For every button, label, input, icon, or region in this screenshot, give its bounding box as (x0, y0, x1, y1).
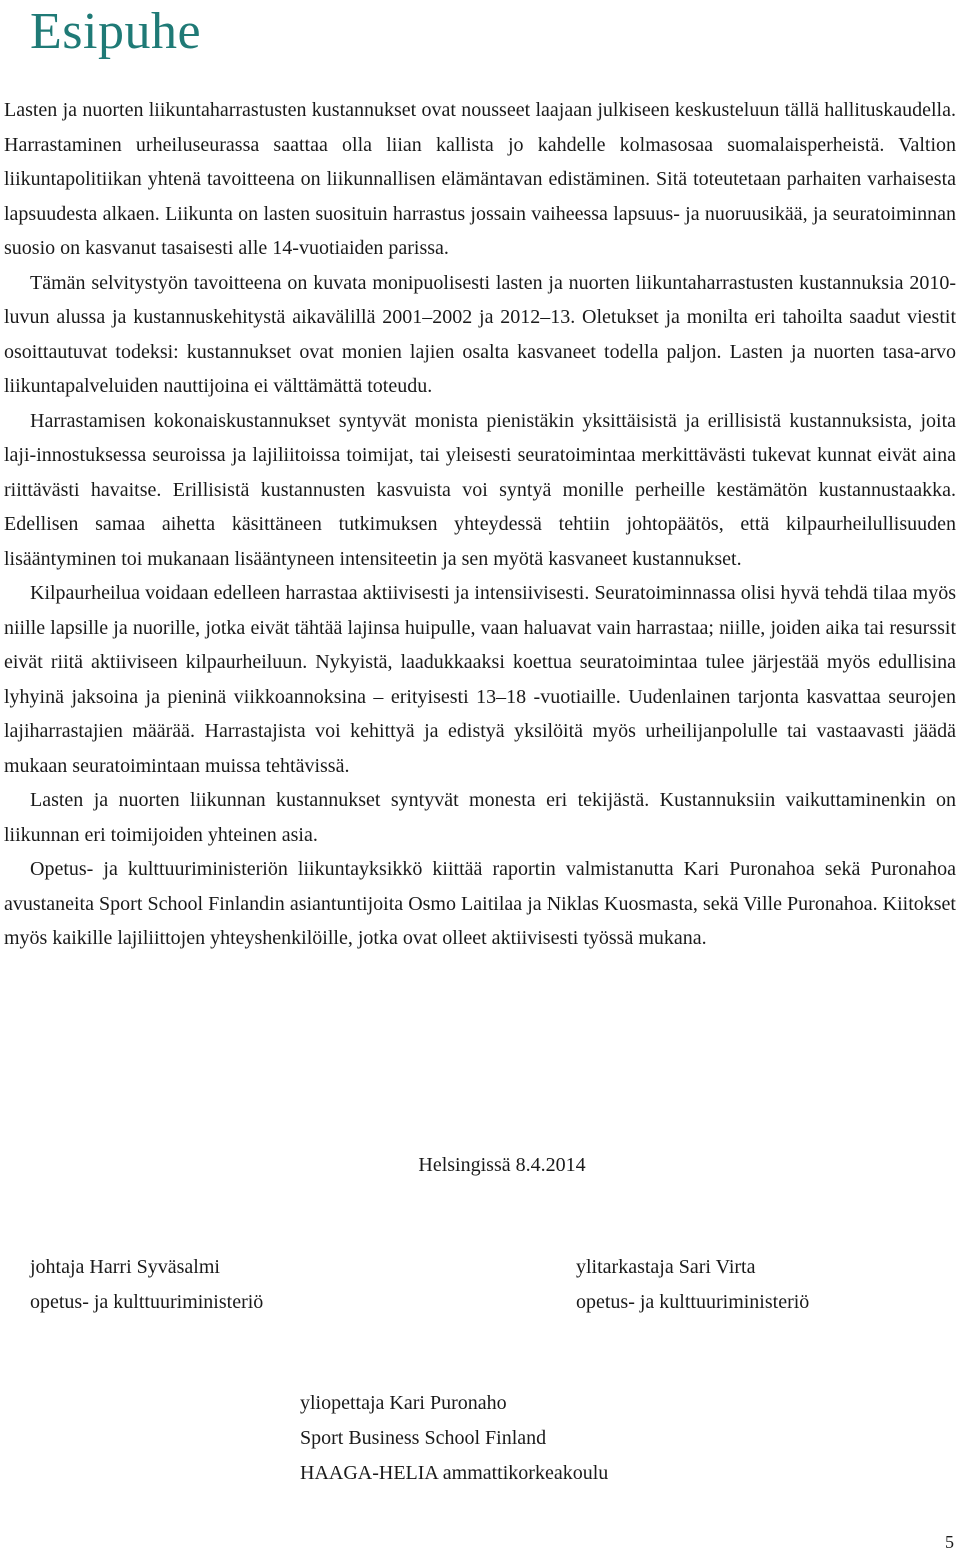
paragraph: Lasten ja nuorten liikuntaharrastusten kustannukset ovat nousseet laajaan julkiseen keskusteluun tällä hallituskaudella. Harrastaminen urheiluseurassa saattaa olla liian kallista jo kahdelle kolmasosaa suomalaisperheistä. Valtion liikuntapolitiikan yhtenä tavoitteena on liikunnallisen elämäntavan edistäminen. Sitä toteutetaan parhaiten varhaisesta lapsuudesta alkaen. Liikunta on lasten suosituin harrastus jossain vaiheessa lapsuus- ja nuoruusikää, ja seuratoiminnan suosio on kasvanut tasaisesti alle 14-vuotiaiden parissa. (4, 99, 956, 259)
signatory-block (30, 1250, 263, 1320)
paragraph: Tämän selvitystyön tavoitteena on kuvata monipuolisesti lasten ja nuorten liikuntaharrastusten kustannuksia 2010-luvun alussa ja kustannuskehitystä aikavälillä 2001–2002 ja 2012–13. Oletukset ja monilta eri tahoilta saadut viestit osoittautuvat todeksi: kustannukset ovat monien lajien osalta kasvaneet todella paljon. Lasten ja nuorten tasa-arvo liikuntapalveluiden nauttijoina ei välttämättä toteudu. (4, 271, 956, 397)
signatory-organization: opetus- ja kulttuuriministeriö (576, 1291, 810, 1313)
page-title: Esipuhe (30, 3, 202, 60)
body-text (4, 93, 956, 956)
page-number: 5 (945, 1532, 954, 1552)
paragraph: Harrastamisen kokonaiskustannukset syntyvät monista pienistäkin yksittäisistä ja erillisistä kustannuksista, joita laji-innostuksessa seuroissa ja lajiliitoissa toimijat, tai yleisesti seuratoimintaa merkittävästi tukevat kunnat eivät aina riittävästi havaitse. Erillisistä kustannusten kasvuista voi syntyä monille perheille kestämätön kustannustaakka. Edellisen samaa aihetta käsittäneen tutkimuksen yhteydessä tehtiin johtopäätös, että kilpaurheilullisuuden lisääntyminen toi mukanaan lisääntyneen intensiteetin ja sen myötä kasvaneet kustannukset. (4, 409, 956, 570)
paragraph: Lasten ja nuorten liikunnan kustannukset syntyvät monesta eri tekijästä. Kustannuksiin vaikuttaminenkin on liikunnan eri toimijoiden yhteinen asia. (4, 789, 956, 846)
paragraph: Kilpaurheilua voidaan edelleen harrastaa aktiivisesti ja intensiivisesti. Seuratoiminnassa olisi hyvä tehdä tilaa myös niille lapsille ja nuorille, jotka eivät tähtää lajinsa huipulle, vaan haluavat vain harrastaa; niille, joiden aika tai resurssit eivät riitä aktiiviseen kilpaurheiluun. Nykyistä, laadukkaaksi koettua seuratoimintaa tulee järjestää myös edullisina lyhyinä jaksoina ja pieninä viikkoannoksina – erityisesti 13–18 -vuotiaille. Uudenlainen tarjonta kasvattaa seurojen lajiharrastajien määrää. Harrastajista voi kehittyä ja edistyä yksilöitä myös urheilijanpolulle tai vastaavasti jäädä mukaan seuratoimintaan muissa tehtävissä. (4, 582, 956, 777)
signatory-organization-secondary: HAAGA-HELIA ammattikorkeakoulu (300, 1462, 609, 1484)
signatory-block (300, 1386, 608, 1491)
signatory-organization: opetus- ja kulttuuriministeriö (30, 1291, 264, 1313)
place-and-date: Helsingissä 8.4.2014 (418, 1154, 586, 1176)
signatory-name: yliopettaja Kari Puronaho (300, 1392, 507, 1414)
signatory-name: johtaja Harri Syväsalmi (30, 1256, 220, 1278)
signatory-block (576, 1250, 809, 1320)
paragraph: Opetus- ja kulttuuriministeriön liikuntayksikkö kiittää raportin valmistanutta Kari Puronahoa sekä Puronahoa avustaneita Sport School Finlandin asiantuntijoita Osmo Laitilaa ja Niklas Kuosmasta, sekä Ville Puronahoa. Kiitokset myös kaikille lajiliittojen yhteyshenkilöille, jotka ovat olleet aktiivisesti työssä mukana. (4, 858, 956, 949)
signatory-organization: Sport Business School Finland (300, 1427, 547, 1449)
signatory-name: ylitarkastaja Sari Virta (576, 1256, 756, 1278)
